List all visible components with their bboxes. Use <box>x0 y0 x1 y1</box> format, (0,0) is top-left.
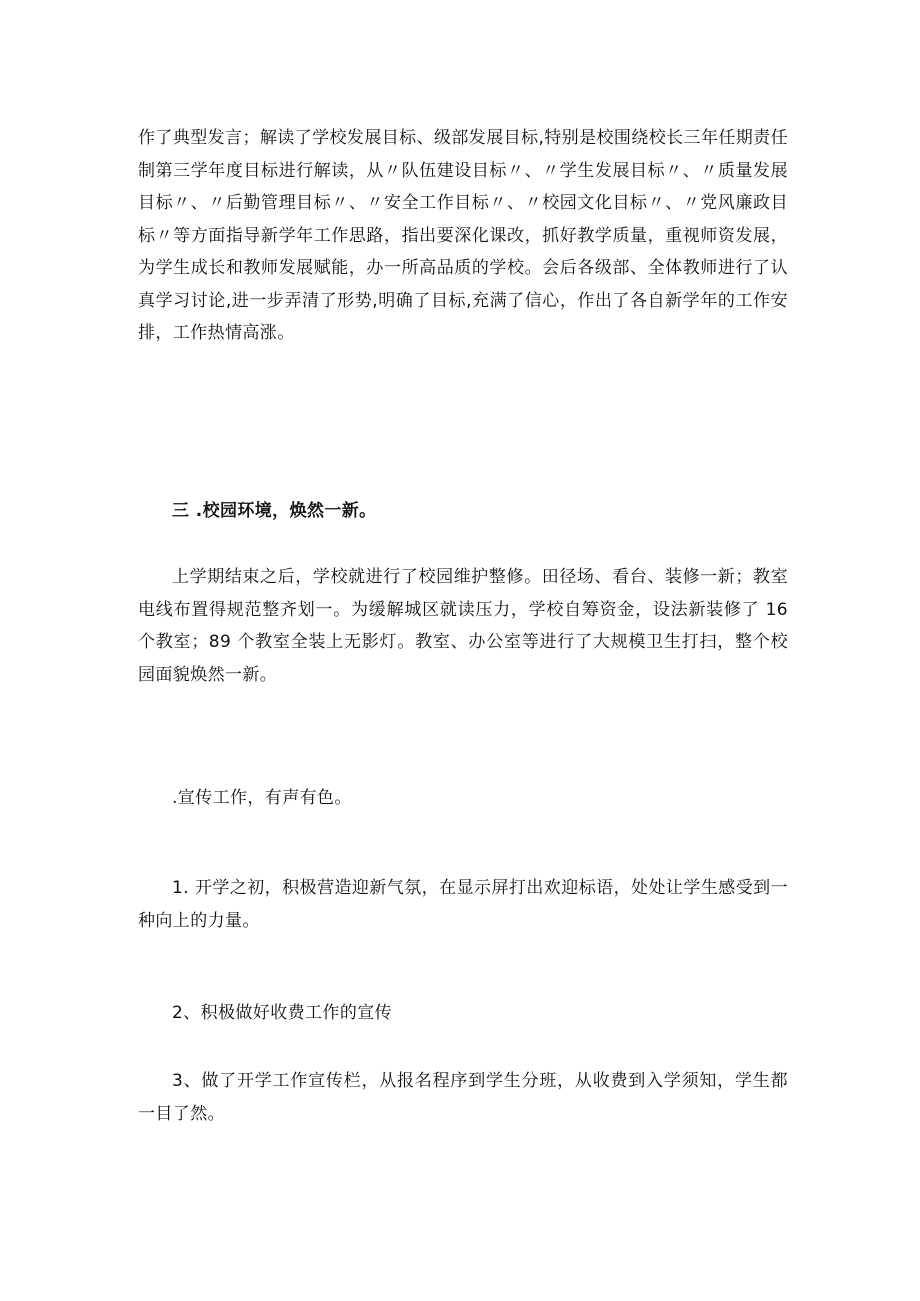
list-item-bulletin-board: 3、做了开学工作宣传栏，从报名程序到学生分班，从收费到入学须知，学生都一目了然。 <box>138 1071 788 1124</box>
section-heading-publicity: .宣传工作，有声有色。 <box>172 788 352 808</box>
section-heading-campus-environment: 三 .校园环境，焕然一新。 <box>172 501 377 521</box>
list-item-welcome-banner: 1. 开学之初，积极营造迎新气氛，在显示屏打出欢迎标语，处处让学生感受到一种向上的力量。 <box>138 878 788 931</box>
list-item-fee-publicity: 2、积极做好收费工作的宣传 <box>172 1003 393 1023</box>
paragraph-campus-renovation: 上学期结束之后，学校就进行了校园维护整修。田径场、看台、装修一新；教室电线布置得规范整齐划一。为缓解城区就读压力，学校自筹资金，设法新装修了 16 个教室；89 个教室全装上无影灯。教室、办公室等进行了大规模卫生打扫，整个校园面貌焕然一新。 <box>138 567 788 685</box>
paragraph-staff-meeting: 作了典型发言；解读了学校发展目标、级部发展目标,特别是校围绕校长三年任期责任制第三学年度目标进行解读，从〃队伍建设目标〃、〃学生发展目标〃、〃质量发展目标〃、〃后勤管理目标〃、〃安全工作目标〃、〃校园文化目标〃、〃党风廉政目标〃等方面指导新学年工作思路，指出要深化课改，抓好教学质量，重视师资发展，为学生成长和教师发展赋能，办一所高品质的学校。会后各级部、全体教师进行了认真学习讨论,进一步弄清了形势,明确了目标,充满了信心，作出了各自新学年的工作安排，工作热情高涨。 <box>138 128 788 343</box>
